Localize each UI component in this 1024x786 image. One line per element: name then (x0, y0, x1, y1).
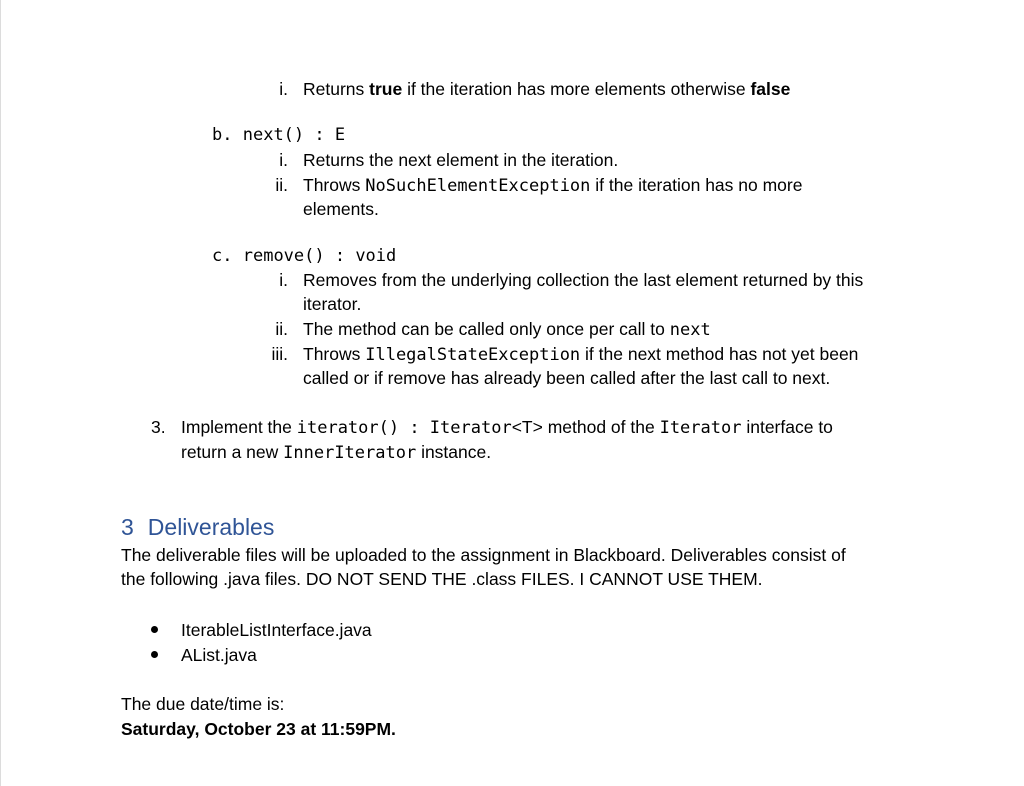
step-3-text-cont: return a new InnerIterator instance. (181, 442, 492, 463)
list-marker: i. (279, 270, 288, 290)
list-item-text: Removes from the underlying collection the last element returned by this (303, 270, 864, 290)
list-marker: i. (279, 79, 288, 99)
list-marker: ii. (275, 319, 288, 339)
deliverables-paragraph-cont: the following .java files. DO NOT SEND THE .class FILES. I CANNOT USE THEM. (121, 569, 763, 589)
list-item-text-cont: elements. (303, 199, 379, 219)
list-item-text-cont: called or if remove has already been called after the last call to next. (303, 368, 831, 388)
due-date-label: The due date/time is: (121, 694, 285, 714)
list-item-text: Returns the next element in the iteration. (303, 150, 619, 170)
due-date-value: Saturday, October 23 at 11:59PM. (121, 719, 396, 739)
list-item-text: Returns true if the iteration has more elements otherwise false (303, 79, 791, 99)
list-marker: ii. (275, 175, 288, 195)
section-heading-deliverables: 3 Deliverables (121, 514, 275, 540)
method-heading-remove: c. remove() : void (212, 246, 397, 266)
page-edge (0, 0, 1, 786)
bullet-icon (151, 626, 158, 633)
list-item-text: Throws NoSuchElementException if the iteration has no more (303, 175, 803, 196)
bullet-icon (151, 651, 158, 658)
method-heading-next: b. next() : E (212, 125, 346, 145)
file-list-item: IterableListInterface.java (181, 620, 372, 640)
list-item-text: Throws IllegalStateException if the next method has not yet been (303, 344, 859, 365)
list-marker: i. (279, 150, 288, 170)
deliverables-paragraph: The deliverable files will be uploaded to the assignment in Blackboard. Deliverables consist of (121, 545, 846, 565)
list-item-text: The method can be called only once per call to next (303, 319, 711, 340)
list-item-text-cont: iterator. (303, 294, 362, 314)
step-number: 3. (151, 417, 166, 437)
file-list-item: AList.java (181, 645, 257, 665)
step-3-text: Implement the iterator() : Iterator<T> method of the Iterator interface to (181, 417, 833, 438)
list-marker: iii. (271, 344, 288, 364)
